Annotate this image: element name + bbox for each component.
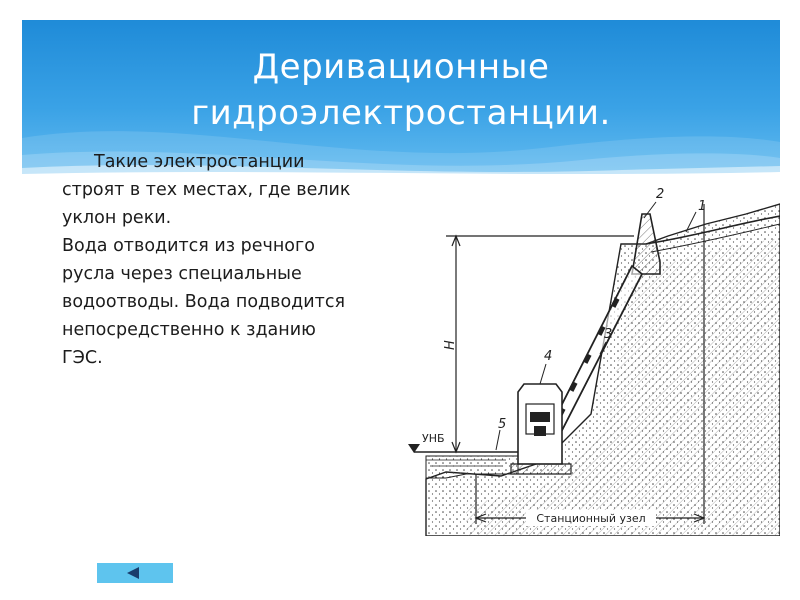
label-tailrace-number: 5 bbox=[498, 417, 507, 432]
slide bbox=[22, 20, 780, 592]
page-title bbox=[22, 44, 780, 136]
label-tailwater-level: УНБ bbox=[422, 432, 445, 445]
text-line: Вода отводится из речного bbox=[62, 236, 315, 256]
text-line: ГЭС. bbox=[62, 348, 103, 368]
back-button[interactable] bbox=[97, 563, 173, 583]
text-line: строят в тех местах, где велик bbox=[62, 180, 351, 200]
text-line: непосредственно к зданию bbox=[62, 320, 316, 340]
description-text bbox=[62, 148, 402, 372]
title-line: Деривационные bbox=[252, 47, 550, 87]
text-line: русла через специальные bbox=[62, 264, 302, 284]
label-station-node: Станционный узел bbox=[536, 512, 646, 525]
derivation-hpp-diagram bbox=[406, 174, 780, 536]
label-powerhouse-number: 4 bbox=[544, 349, 553, 364]
label-river-number: 1 bbox=[698, 199, 707, 214]
label-intake-number: 2 bbox=[656, 187, 665, 202]
label-penstock-number: 3 bbox=[604, 327, 613, 342]
text-line: водоотводы. Вода подводится bbox=[62, 292, 345, 312]
label-head: H bbox=[443, 340, 458, 350]
powerhouse bbox=[511, 384, 571, 474]
title-line: гидроэлектростанции. bbox=[191, 93, 611, 133]
text-line: Такие электростанции bbox=[94, 152, 305, 172]
left-arrow-icon[interactable] bbox=[127, 567, 139, 579]
text-line: уклон реки. bbox=[62, 208, 172, 228]
